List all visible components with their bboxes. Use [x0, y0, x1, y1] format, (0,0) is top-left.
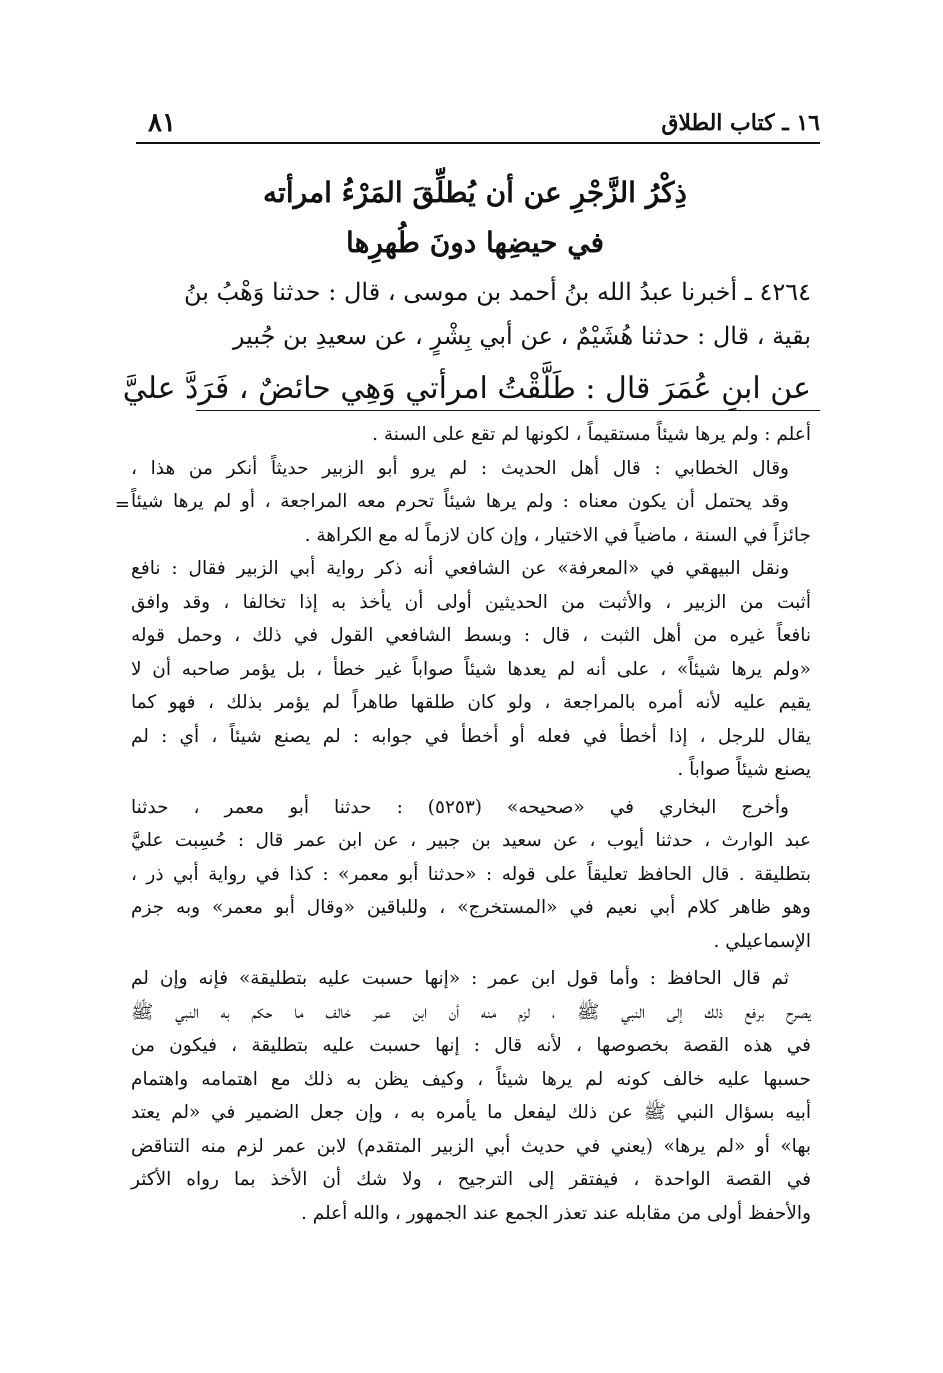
hadith-line: ٤٢٦٤ ـ أخبرنا عبدُ الله بنُ أحمد بن موسى ، قال : حدثنا وَهْبُ بنُ	[183, 278, 811, 306]
hadith-text	[122, 270, 811, 416]
footnote-line: أعلم : ولم يرها شيئاً مستقيماً ، لكونها لم تقع على السنة .	[372, 424, 811, 445]
chapter-title-line-1: ذِكْرُ الزَّجْرِ عن أن يُطلِّقَ المَرْءُ امرأته	[263, 176, 687, 209]
footnote-line: حسبها عليه خالف كونه لم يرها شيئاً ، وكيف يظن به ذلك مع اهتمامه واهتمام	[131, 1068, 811, 1090]
footnote-line: أثبت من الزبير ، والأثبت من الحديثين أولى أن يأخذ به إذا تخالفا ، وقد وافق	[131, 591, 811, 613]
footnote-line: «ولم يرها شيئاً» ، على أنه لم يعدها شيئاً صواباً غير خطأ ، بل يؤمر صاحبه أن لا	[131, 658, 811, 680]
footnote-line: وقد يحتمل أن يكون معناه : ولم يرها شيئاً تحرم معه المراجعة ، أو لم يرها شيئاً	[131, 491, 789, 512]
footnote-line: يصرح برفع ذلك إلى النبي ﷺ ، لزم منه أن ابن عمر خالف ما حكم به النبي ﷺ	[131, 1001, 811, 1023]
footnote-line: جائزاً في السنة ، ماضياً في الاختيار ، وإن كان لازماً له مع الكراهة .	[304, 524, 811, 546]
running-title: ١٦ ـ كتاب الطلاق	[661, 110, 820, 136]
footnote-line: الإسماعيلي .	[713, 930, 811, 952]
footnote-line: والأحفظ أولى من مقابله عند تعذر الجمع عند الجمهور ، والله أعلم .	[300, 1202, 811, 1224]
footnotes	[131, 418, 811, 1230]
footnote-line: بتطليقة . قال الحافظ تعليقاً على قوله : «حدثنا أبو معمر» : كذا في رواية أبي ذر ،	[131, 863, 811, 885]
footnote-line: يقيم عليه لأنه أمره بالمراجعة ، ولو كان طلقها طاهراً لم يؤمر بذلك ، فهو كما	[131, 692, 811, 713]
chapter-title	[140, 168, 810, 268]
hadith-line: بقية ، قال : حدثنا هُشَيْمٌ ، عن أبي بِشْرٍ ، عن سعيدِ بن جُبير	[232, 322, 811, 350]
footnote-line: يقال للرجل ، إذا أخطأ في فعله أو أخطأ في جوابه : لم يصنع شيئاً ، أي : لم	[131, 725, 811, 747]
footnote-line: يصنع شيئاً صواباً .	[677, 759, 811, 780]
footnote-line: ثم قال الحافظ : وأما قول ابن عمر : «إنها حسبت عليه بتطليقة» فإنه وإن لم	[131, 968, 789, 989]
footnote-line: نافعاً غيره من أهل الثبت ، قال : وبسط الشافعي القول في ذلك ، وحمل قوله	[131, 625, 811, 646]
footnote-line: بها» أو «لم يرها» (يعني في حديث أبي الزبير المتقدم) لابن عمر لزم منه التناقض	[131, 1135, 811, 1157]
footnote-line: ونقل البيهقي في «المعرفة» عن الشافعي أنه ذكر رواية أبي الزبير فقال : نافع	[131, 558, 789, 579]
chapter-title-line-2: في حيضِها دونَ طُهرِها	[346, 226, 604, 259]
footnote-line: عبد الوارث ، حدثنا أيوب ، عن سعيد بن جبير ، عن ابن عمر قال : حُسِبت عليَّ	[131, 830, 811, 851]
footnote-line: في هذه القصة بخصوصها ، لأنه قال : إنها حسبت عليه بتطليقة ، فيكون من	[131, 1035, 811, 1056]
footnote-divider	[196, 410, 820, 411]
hadith-line: عن ابنِ عُمَرَ قال : طَلَّقْتُ امرأتي وَهِي حائضٌ ، فَرَدَّ عليَّ	[122, 371, 811, 406]
continuation-mark: =	[114, 494, 130, 515]
page-header	[136, 108, 820, 144]
footnote-line: وهو ظاهر كلام أبي نعيم في «المستخرج» ، وللباقين «وقال أبو معمر» وبه جزم	[131, 897, 811, 918]
footnote-line: أبيه بسؤال النبي ﷺ عن ذلك ليفعل ما يأمره به ، وإن جعل الضمير في «لم يعتد	[131, 1102, 811, 1123]
page-number: ٨١	[148, 108, 176, 138]
footnote-line: في القصة الواحدة ، فيفتقر إلى الترجيح ، ولا شك أن الأخذ بما رواه الأكثر	[131, 1169, 811, 1190]
footnote-line: وقال الخطابي : قال أهل الحديث : لم يرو أبو الزبير حديثاً أنكر من هذا ،	[131, 457, 789, 479]
footnote-line: وأخرج البخاري في «صحيحه» (٥٢٥٣) : حدثنا أبو معمر ، حدثنا	[131, 796, 789, 818]
